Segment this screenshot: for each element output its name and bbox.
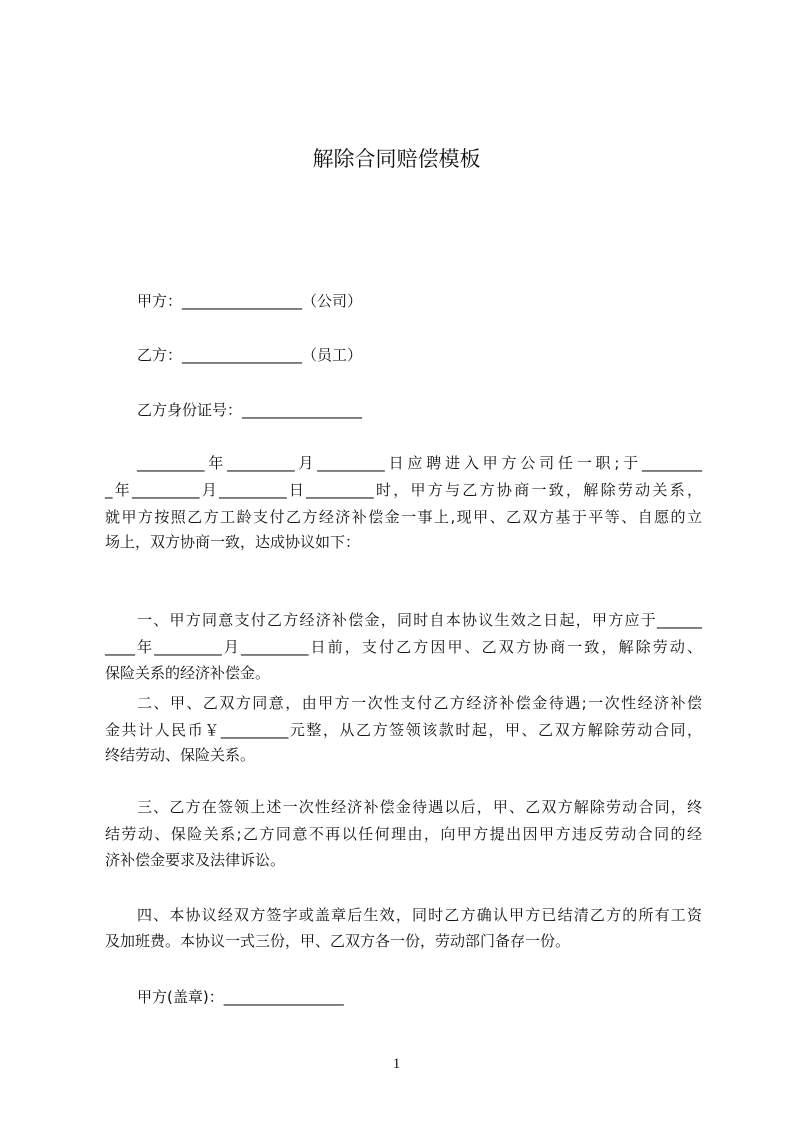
intro-line: _年_________月_________日_________时，甲方与乙方协商一致，解除劳动关系， xyxy=(105,481,702,499)
party-b-field: 乙方：________________（员工） xyxy=(137,346,363,364)
document-title: 解除合同赔偿模板 xyxy=(312,147,481,171)
clause-3-line: 结劳动、保险关系;乙方同意不再以任何理由，向甲方提出因甲方违反劳动合同的经 xyxy=(105,825,702,843)
clause-1-line: 一、甲方同意支付乙方经济补偿金，同时自本协议生效之日起，甲方应于______ xyxy=(137,611,702,629)
clause-3-line: 三、乙方在签领上述一次性经济补偿金待遇以后，甲、乙双方解除劳动合同，终 xyxy=(137,798,702,816)
party-a-field: 甲方：________________（公司） xyxy=(137,292,363,310)
clause-4-line: 及加班费。本协议一式三份，甲、乙双方各一份，劳动部门备存一份。 xyxy=(105,932,571,950)
clause-2-line: 终结劳动、保险关系。 xyxy=(105,746,256,764)
clause-2-line: 金共计人民币￥_________元整，从乙方签领该款时起，甲、乙双方解除劳动合同， xyxy=(105,721,702,739)
clause-1-line: 保险关系的经济补偿金。 xyxy=(105,664,271,682)
party-b-id-field: 乙方身份证号：________________ xyxy=(137,401,363,419)
signature-field: 甲方(盖章)：________________ xyxy=(137,988,344,1006)
page-number: 1 xyxy=(392,1056,401,1072)
clause-1-line: ____年_________月_________日前，支付乙方因甲、乙双方协商一致，解除劳动、 xyxy=(105,638,702,656)
clause-4-line: 四、本协议经双方签字或盖章后生效，同时乙方确认甲方已结清乙方的所有工资 xyxy=(137,906,702,924)
clause-3-line: 济补偿金要求及法律诉讼。 xyxy=(105,851,286,869)
intro-line: _________年_________月_________日应聘进入甲方公司任一职;于________ xyxy=(137,454,702,472)
intro-line: 场上，双方协商一致，达成协议如下： xyxy=(105,533,361,551)
clause-2-line: 二、甲、乙双方同意，由甲方一次性支付乙方经济补偿金待遇;一次性经济补偿 xyxy=(137,694,702,712)
intro-line: 就甲方按照乙方工龄支付乙方经济补偿金一事上,现甲、乙双方基于平等、自愿的立 xyxy=(105,508,702,526)
